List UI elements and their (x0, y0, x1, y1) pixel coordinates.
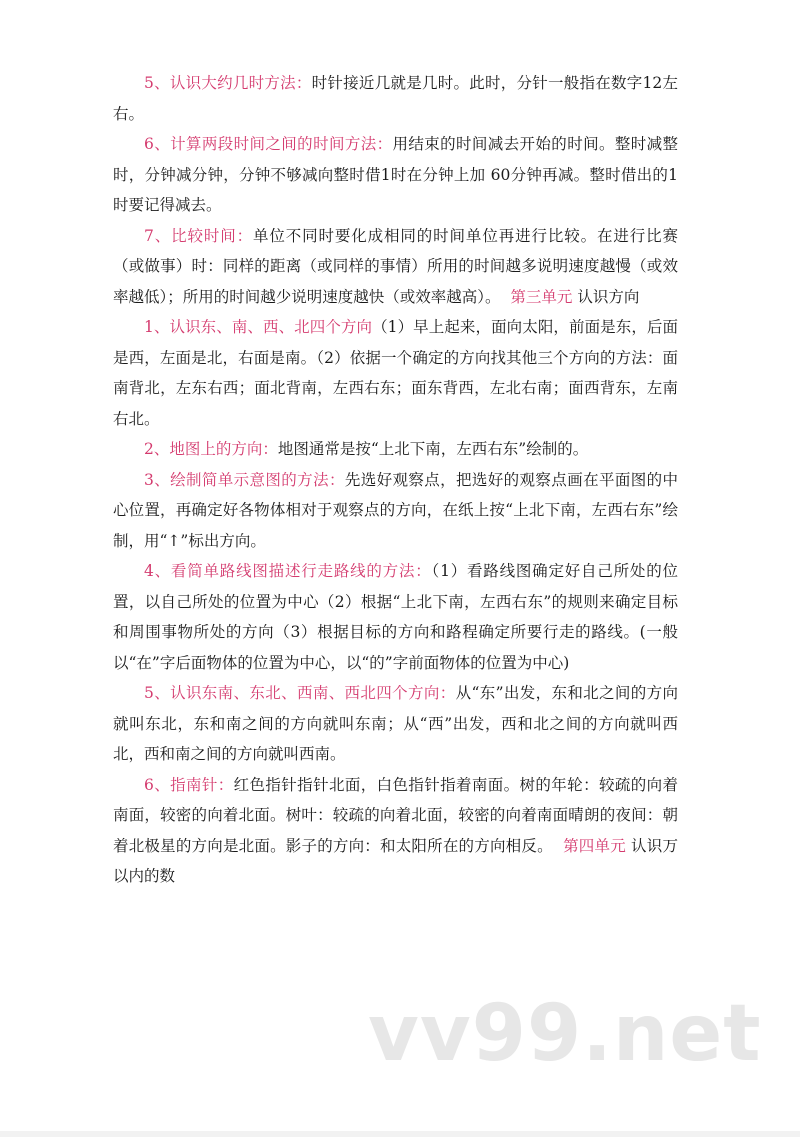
section-body: 地图通常是按“上北下南，左西右东”绘制的。 (277, 440, 589, 458)
section-heading: 2、地图上的方向： (144, 440, 278, 458)
section-heading: 6、计算两段时间之间的时间方法： (144, 135, 393, 153)
section-5-eight-directions (113, 678, 678, 770)
watermark-text: vv99.net (368, 989, 762, 1079)
section-body: 先选好观察点，把选好的观察点画在平面图的中心位置，再确定好各物体相对于观察点的方向，在纸上按“上北下南，左西右东”绘制，用“↑”标出方向。 (113, 470, 678, 550)
section-body: 单位不同时要化成相同的时间单位再进行比较。在进行比赛（或做事）时：同样的距离（或同样的事情）所用的时间越多说明速度越慢（或效率越低）；所用的时间越少说明速度越快（或效率越高）。 (113, 226, 678, 306)
unit-heading: 第三单元 (510, 287, 573, 306)
section-body: 红色指针指针北面，白色指针指着南面。树的年轮：较疏的向着南面，较密的向着北面。树叶：较疏的向着北面，较密的向着南面晴朗的夜间：朝着北极星的方向是北面。影子的方向：和太阳所在的方向相反。 (113, 775, 678, 855)
section-body: （1）早上起来，面向太阳，前面是东，后面是西，左面是北，右面是南。（2）依据一个确定的方向找其他三个方向的方法：面南背北，左东右西；面北背南，左西右东；面东背西，左北右南；面西背东，左南右北。 (113, 318, 678, 428)
document-content (113, 68, 678, 892)
section-body: （1）看路线图确定好自己所处的位置，以自己所处的位置为中心（2）根据“上北下南，左西右东”的规则来确定目标和周围事物所处的方向（3）根据目标的方向和路程确定所要行走的路线。(一般以“在”字后面物体的位置为中心，以“的”字前面物体的位置为中心) (113, 562, 678, 672)
section-3-sketch-map (113, 465, 678, 557)
section-7-time-compare (113, 221, 678, 313)
section-2-map-direction (113, 434, 678, 465)
section-4-route-map (113, 556, 678, 678)
section-heading: 4、看简单路线图描述行走路线的方法： (144, 562, 432, 580)
section-heading: 6、指南针： (144, 775, 234, 794)
section-body: 用结束的时间减去开始的时间。整时减整时，分钟减分钟，分钟不够减向整时借1时在分钟上加 60分钟再减。整时借出的1时要记得减去。 (113, 135, 678, 214)
section-heading: 3、绘制简单示意图的方法： (144, 470, 345, 489)
section-heading: 5、认识东南、东北、西南、西北四个方向： (144, 684, 456, 702)
unit-title: 认识万以内的数 (113, 836, 678, 885)
page-bottom-edge (0, 1131, 800, 1137)
section-heading: 1、认识东、南、西、北四个方向 (144, 318, 373, 336)
section-body: 时针接近几就是几时。此时，分针一般指在数字12左右。 (113, 74, 678, 123)
unit-heading: 第四单元 (563, 836, 626, 855)
section-5-time-estimate (113, 68, 678, 129)
section-body: 从“东”出发，东和北之间的方向就叫东北，东和南之间的方向就叫东南；从“西”出发，西和北之间的方向就叫西北，西和南之间的方向就叫西南。 (113, 684, 678, 763)
section-6-compass (113, 770, 678, 892)
section-heading: 5、认识大约几时方法： (144, 74, 312, 92)
section-heading: 7、比较时间： (144, 226, 254, 245)
unit-title: 认识方向 (577, 287, 640, 306)
section-6-time-calc (113, 129, 678, 221)
section-1-four-directions (113, 312, 678, 434)
